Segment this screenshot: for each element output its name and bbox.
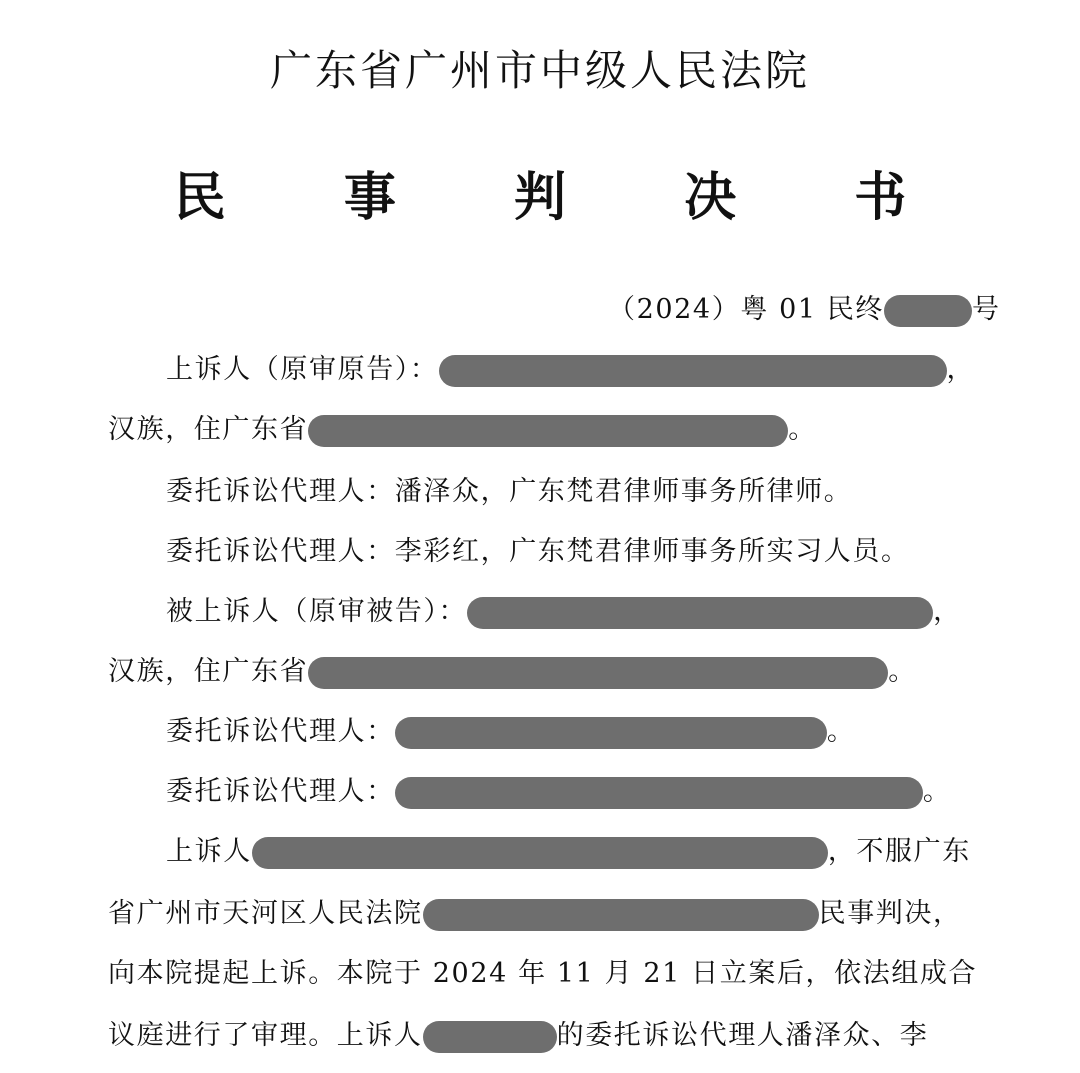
line-text: 上诉人 (166, 836, 252, 867)
redaction-mark (395, 777, 923, 809)
line-text: 汉族，住广东省 (108, 656, 309, 687)
appellant-line (166, 350, 975, 390)
appellant-agent-2-line (166, 532, 910, 572)
appeal-paragraph-line-2 (108, 894, 962, 934)
line-text: 民事判决， (818, 898, 962, 929)
redaction-mark (439, 355, 947, 387)
redaction-mark (308, 657, 888, 689)
redaction-mark (423, 1021, 557, 1053)
appellant-address-line (108, 410, 817, 450)
line-text: 的委托诉讼代理人潘泽众、李 (556, 1020, 929, 1051)
line-text: 上诉人（原审原告）： (166, 354, 439, 385)
appeal-paragraph-line-3 (108, 954, 977, 994)
line-text: 。 (888, 656, 917, 687)
line-text: 委托诉讼代理人： (166, 776, 395, 807)
appellee-address-line (108, 652, 917, 692)
line-text: 省广州市天河区人民法院 (108, 898, 423, 929)
appellee-agent-2-line (166, 772, 951, 812)
appellee-line (166, 592, 962, 632)
line-text: ， (933, 596, 962, 627)
line-text: ， (946, 354, 976, 385)
appellee-agent-1-line (166, 712, 855, 752)
document-title: 民 事 判 决 书 (173, 167, 957, 228)
appellant-agent-1-line (166, 472, 852, 512)
case-number-suffix: 号 (972, 294, 1001, 325)
court-name: 广东省广州市中级人民法院 (269, 46, 810, 95)
redaction-mark (423, 899, 819, 931)
line-text: 向本院提起上诉。本院于 2024 年 11 月 21 日立案后，依法组成合 (108, 958, 978, 989)
line-text: 议庭进行了审理。上诉人 (108, 1020, 423, 1051)
line-text: 被上诉人（原审被告）： (166, 596, 468, 627)
line-text: 委托诉讼代理人：潘泽众，广东梵君律师事务所律师。 (166, 476, 853, 507)
line-text: 。 (826, 716, 856, 747)
case-number (608, 290, 1001, 330)
redaction-mark (308, 415, 788, 447)
line-text: ，不服广东 (827, 836, 971, 867)
line-text: 委托诉讼代理人： (166, 716, 395, 747)
line-text: 。 (788, 414, 817, 445)
redaction-mark (252, 837, 828, 869)
redaction-mark (467, 597, 933, 629)
line-text: 。 (922, 776, 952, 807)
line-text: 汉族，住广东省 (108, 414, 309, 445)
line-text: 委托诉讼代理人：李彩红，广东梵君律师事务所实习人员。 (166, 536, 910, 567)
appeal-paragraph-line-4 (108, 1016, 928, 1056)
appeal-paragraph-line-1 (166, 832, 971, 872)
redaction-mark (884, 295, 972, 327)
redaction-mark (395, 717, 827, 749)
case-number-prefix: （2024）粤 01 民终 (608, 294, 885, 325)
